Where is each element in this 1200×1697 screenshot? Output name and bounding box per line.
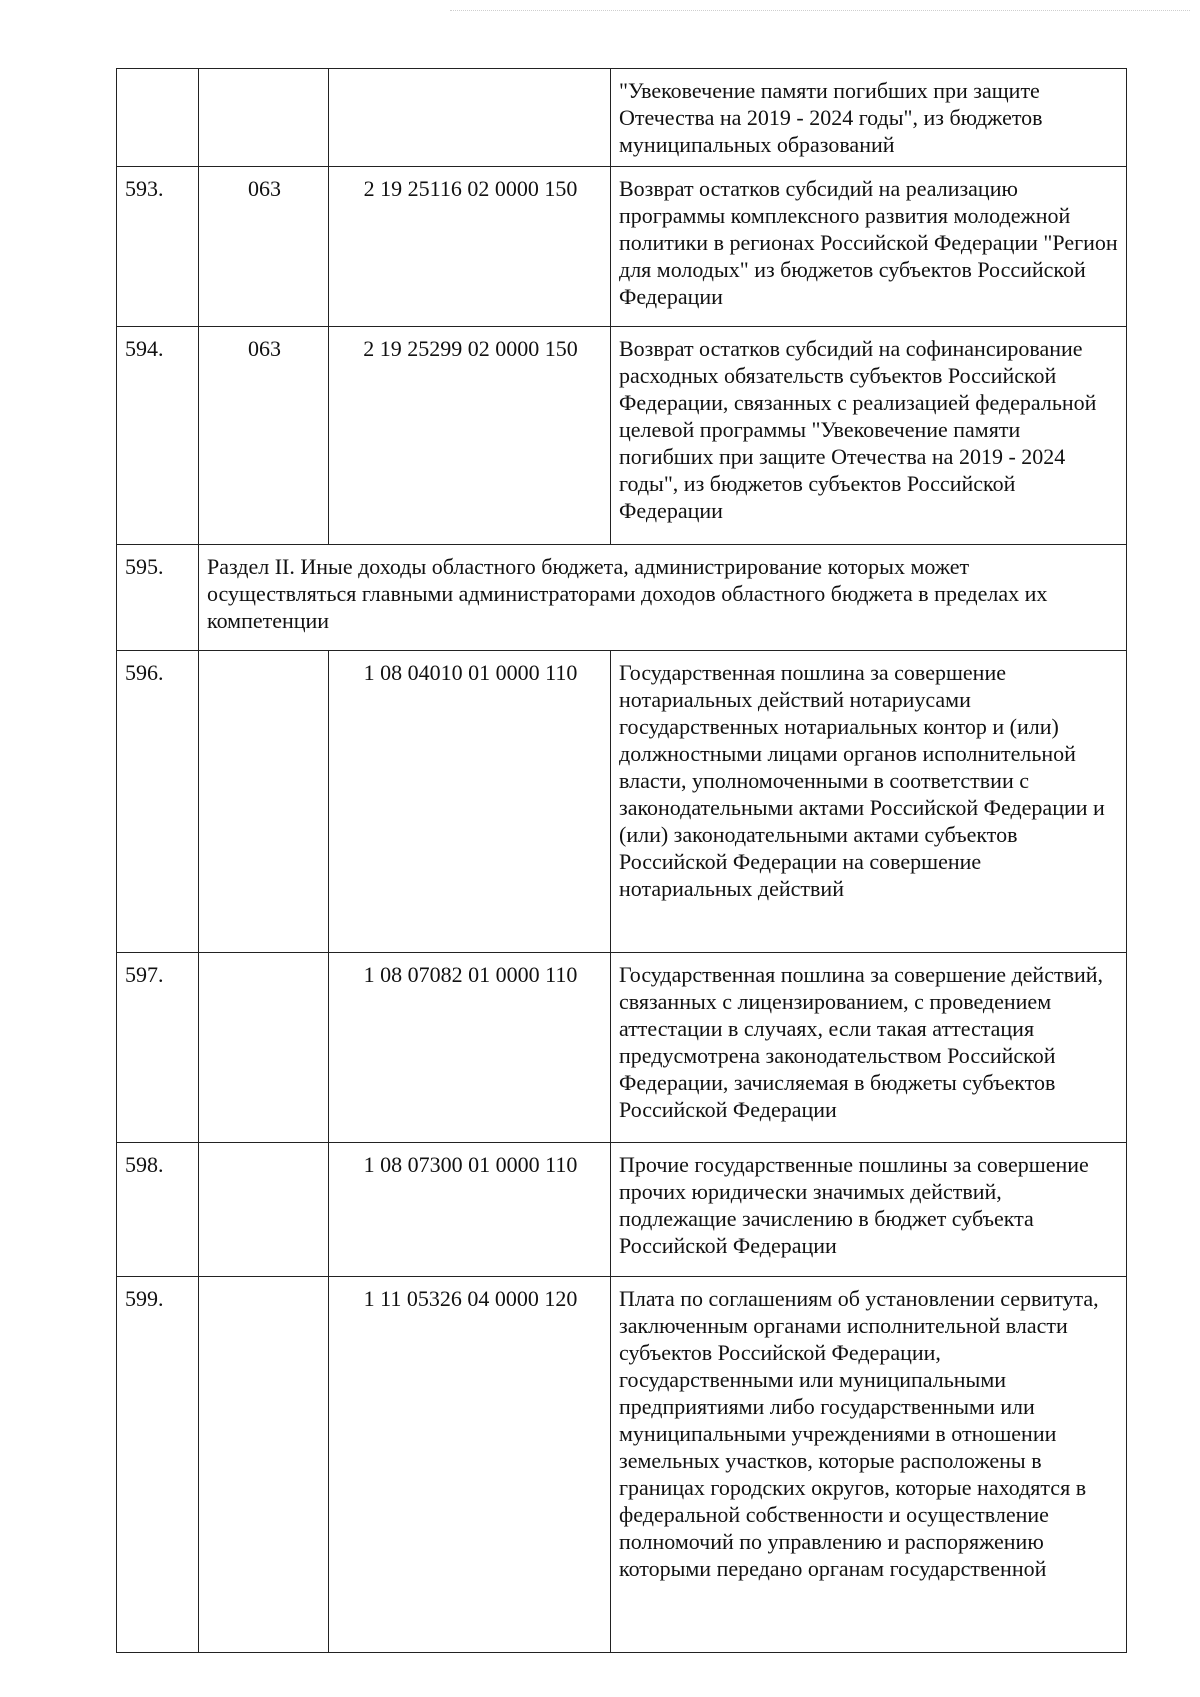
row-number: 599.: [117, 1277, 199, 1653]
row-number: 594.: [117, 327, 199, 545]
revenue-description: Государственная пошлина за совершение действий, связанных с лицензированием, с проведением аттестации в случаях, если такая аттестация предусмотрена законодательством Российской Федерации, зачисляемая в бюджеты субъектов Российской Федерации: [611, 953, 1127, 1143]
revenue-description: Прочие государственные пошлины за совершение прочих юридически значимых действий, подлежащие зачислению в бюджет субъекта Российской Федерации: [611, 1143, 1127, 1277]
budget-classification-code: 1 08 07300 01 0000 110: [329, 1143, 611, 1277]
revenue-description: Возврат остатков субсидий на реализацию программы комплексного развития молодежной политики в регионах Российской Федерации "Регион для молодых" из бюджетов субъектов Российской Федерации: [611, 167, 1127, 327]
row-number: 593.: [117, 167, 199, 327]
table-row: [117, 327, 1127, 545]
administrator-code: 063: [199, 167, 329, 327]
row-number: 595.: [117, 545, 199, 651]
budget-classification-code: 2 19 25116 02 0000 150: [329, 167, 611, 327]
budget-classification-code: 1 08 07082 01 0000 110: [329, 953, 611, 1143]
scan-edge-line: [450, 10, 1190, 11]
row-number: 597.: [117, 953, 199, 1143]
administrator-code: [199, 1143, 329, 1277]
budget-classification-code: [329, 69, 611, 167]
revenue-description: Возврат остатков субсидий на софинансирование расходных обязательств субъектов Российской Федерации, связанных с реализацией федеральной целевой программы "Увековечение памяти погибших при защите Отечества на 2019 - 2024 годы", из бюджетов субъектов Российской Федерации: [611, 327, 1127, 545]
revenue-codes-table: [116, 68, 1127, 1653]
row-number: 598.: [117, 1143, 199, 1277]
table-row: [117, 167, 1127, 327]
revenue-description: Плата по соглашениям об установлении сервитута, заключенным органами исполнительной власти субъектов Российской Федерации, государственными или муниципальными предприятиями либо государственными или муниципальными учреждениями в отношении земельных участков, которые расположены в границах городских округов, которые находятся в федеральной собственности и осуществление полномочий по управлению и распоряжению которыми передано органам государственной: [611, 1277, 1127, 1653]
table-row: [117, 651, 1127, 953]
budget-classification-code: 1 08 04010 01 0000 110: [329, 651, 611, 953]
administrator-code: [199, 953, 329, 1143]
table-row: [117, 1143, 1127, 1277]
table-row: [117, 1277, 1127, 1653]
budget-classification-code: 1 11 05326 04 0000 120: [329, 1277, 611, 1653]
row-number: [117, 69, 199, 167]
administrator-code: 063: [199, 327, 329, 545]
section-row: [117, 545, 1127, 651]
revenue-description: Государственная пошлина за совершение нотариальных действий нотариусами государственных нотариальных контор и (или) должностными лицами органов исполнительной власти, уполномоченными в соответствии с законодательными актами Российской Федерации и (или) законодательными актами субъектов Российской Федерации на совершение нотариальных действий: [611, 651, 1127, 953]
revenue-description: "Увековечение памяти погибших при защите Отечества на 2019 - 2024 годы", из бюджетов муниципальных образований: [611, 69, 1127, 167]
administrator-code: [199, 1277, 329, 1653]
table-row: [117, 69, 1127, 167]
budget-classification-code: 2 19 25299 02 0000 150: [329, 327, 611, 545]
administrator-code: [199, 651, 329, 953]
row-number: 596.: [117, 651, 199, 953]
section-heading: Раздел II. Иные доходы областного бюджета, администрирование которых может осуществляться главными администраторами доходов областного бюджета в пределах их компетенции: [199, 545, 1127, 651]
administrator-code: [199, 69, 329, 167]
table-row: [117, 953, 1127, 1143]
